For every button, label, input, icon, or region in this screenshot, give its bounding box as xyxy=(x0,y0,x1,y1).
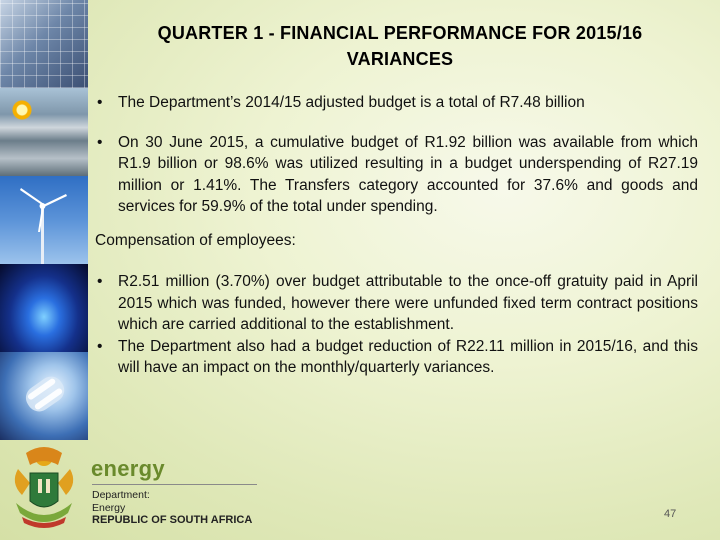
slide-title xyxy=(110,20,690,72)
solar-panel-image xyxy=(0,0,88,88)
slide-body xyxy=(95,92,698,379)
bullet-dot-icon: • xyxy=(97,94,103,111)
title-line-1: QUARTER 1 - FINANCIAL PERFORMANCE FOR 2015/16 xyxy=(157,23,643,43)
bullet-dot-icon: • xyxy=(97,337,103,355)
bullet-text: The Department’s 2014/15 adjusted budget is a total of R7.48 billion xyxy=(118,94,585,111)
bullet-budget-reduction xyxy=(95,336,698,379)
bullet-dot-icon: • xyxy=(97,273,103,290)
department-name: Energy xyxy=(92,501,126,514)
title-line-2: VARIANCES xyxy=(346,49,454,69)
bullet-text: R2.51 million (3.70%) over budget attributable to the once-off gratuity paid in April 2015 which was funded, however there were unfunded fixed term contract positions which are carried additional to the establishment. xyxy=(118,273,698,333)
department-label: Department: xyxy=(92,489,150,501)
section-heading: Compensation of employees: xyxy=(95,231,296,249)
coat-of-arms-logo xyxy=(8,443,80,533)
bullet-text: The Department also had a budget reduction of R22.11 million in 2015/16, and this will have an impact on the monthly/quarterly variances. xyxy=(118,337,698,376)
bullet-dot-icon: • xyxy=(97,133,103,151)
wind-turbine-image xyxy=(0,176,88,264)
country-name: REPUBLIC OF SOUTH AFRICA xyxy=(92,514,253,526)
light-bulb-image xyxy=(0,352,88,440)
gas-pipeline-image xyxy=(0,88,88,176)
department-name-block xyxy=(92,489,252,527)
energy-photo-strip xyxy=(0,0,88,440)
bullet-cumulative-budget xyxy=(95,132,698,218)
bullet-adjusted-budget xyxy=(95,92,698,114)
gas-flame-image xyxy=(0,264,88,352)
bullet-text: On 30 June 2015, a cumulative budget of R1.92 billion was available from which R1.9 billion or 98.6% was utilized resulting in a budget underspending of R27.19 million or 1.41%. The Transfers category accounted for 37.6% and goods and services for 59.9% of the total under spending. xyxy=(118,133,698,215)
brand-divider xyxy=(92,484,257,485)
page-number: 47 xyxy=(664,508,677,520)
energy-brand-wordmark: energy xyxy=(91,456,165,481)
bullet-over-budget xyxy=(95,271,698,336)
